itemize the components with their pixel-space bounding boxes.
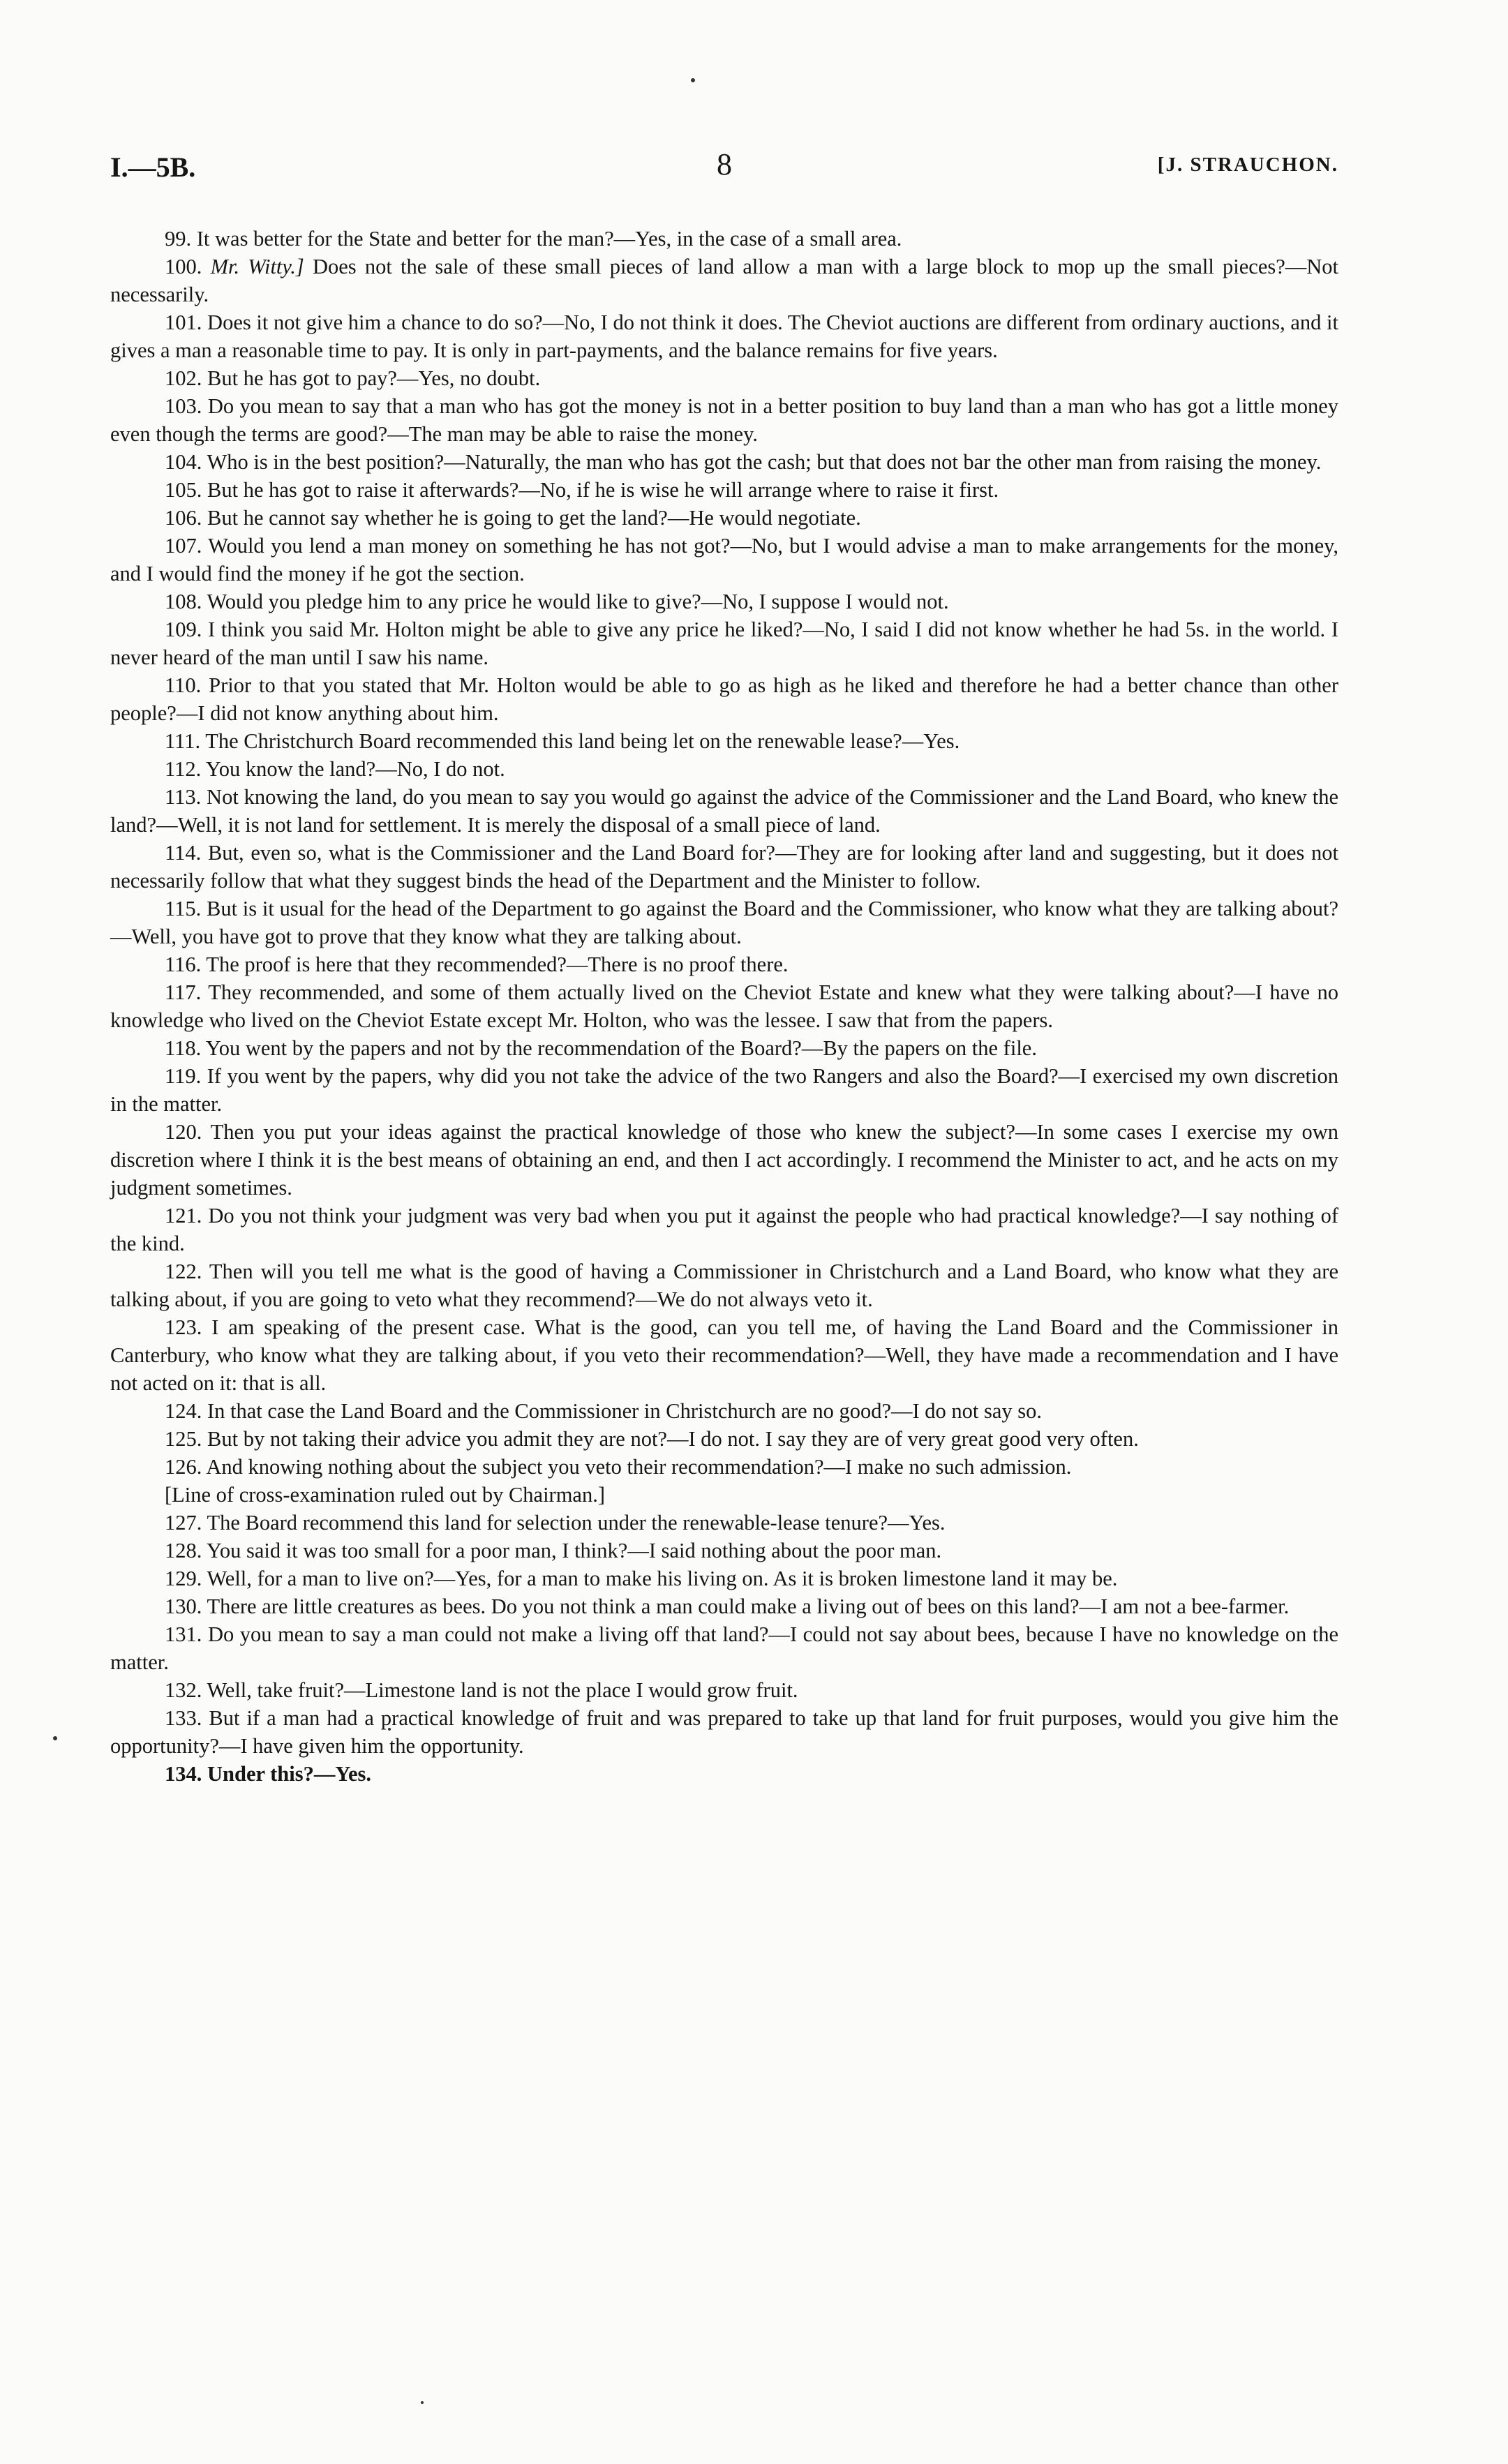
question-text: Not knowing the land, do you mean to say you would go against the advice of the Commissioner and the Land Board, who knew the land? (110, 785, 1338, 837)
answer-text: —Yes. (888, 1511, 946, 1535)
question-number: 134. (165, 1762, 202, 1786)
question-text: There are little creatures as bees. Do you not think a man could make a living out of bees on this land? (207, 1595, 1080, 1618)
question-number: 118. (165, 1036, 202, 1060)
question-text: But if a man had a practical knowledge of fruit and was prepared to take up that land for fruit purposes, would you give him the opportunity? (110, 1706, 1338, 1758)
answer-text: —I could not say about bees, because I have no knowledge on the matter. (110, 1622, 1339, 1674)
question-number: 101. (165, 311, 202, 334)
question-number: 126. (165, 1455, 202, 1479)
answer-text: —Yes, in the case of a small area. (613, 227, 902, 251)
question-number: 123. (165, 1315, 202, 1339)
question-answer (110, 588, 1338, 615)
question-number: 125. (165, 1427, 202, 1451)
question-answer (110, 1509, 1338, 1537)
answer-text: —Not necessarily. (110, 255, 1339, 306)
answer-text: —Yes. (313, 1762, 372, 1786)
question-answer (110, 1257, 1338, 1313)
question-answer (110, 392, 1338, 448)
question-number: 133. (165, 1706, 202, 1730)
question-text: The Board recommend this land for selection under the renewable-lease tenure? (207, 1511, 888, 1535)
question-answer (110, 1760, 1338, 1788)
answer-text: —No, I suppose I would not. (701, 590, 949, 613)
question-number: 131. (165, 1622, 202, 1646)
witness-name: [J. STRAUCHON. (1157, 154, 1338, 176)
question-answer (110, 504, 1338, 532)
question-number: 132. (165, 1678, 202, 1702)
scan-speck (691, 78, 695, 82)
question-number: 127. (165, 1511, 202, 1535)
question-answer (110, 1537, 1338, 1565)
question-answer (110, 1062, 1338, 1118)
page-number: 8 (717, 147, 732, 181)
question-number: 122. (165, 1260, 202, 1283)
question-answer (110, 727, 1338, 755)
question-number: 110. (165, 673, 202, 697)
question-number: 111. (165, 729, 201, 753)
question-number: 108. (165, 590, 202, 613)
question-text: Well, for a man to live on? (207, 1567, 434, 1590)
answer-text: —Limestone land is not the place I would grow fruit. (344, 1678, 798, 1702)
answer-text: —I said nothing about the poor man. (627, 1539, 942, 1562)
question-number: 119. (165, 1064, 202, 1088)
question-text: But he cannot say whether he is going to get the land? (207, 506, 668, 530)
question-answer (110, 671, 1338, 727)
question-answer (110, 1202, 1338, 1257)
question-text: The proof is here that they recommended? (206, 953, 567, 976)
answer-text: —I have given him the opportunity. (218, 1734, 524, 1758)
question-number: 113. (165, 785, 202, 809)
question-number: 130. (165, 1595, 202, 1618)
question-answer (110, 1313, 1338, 1397)
question-text: You know the land? (205, 757, 376, 781)
question-text: Who is in the best position? (207, 450, 445, 474)
question-text: Does it not give him a chance to do so? (207, 311, 543, 334)
question-answer (110, 1034, 1338, 1062)
question-number: 112. (165, 757, 202, 781)
answer-text: —I have no knowledge who lived on the Cheviot Estate except Mr. Holton, who was the lessee. I saw that from the papers. (110, 980, 1338, 1032)
question-text: I think you said Mr. Holton might be able to give any price he liked? (208, 618, 803, 641)
question-text: If you went by the papers, why did you not take the advice of the two Rangers and also the Board? (207, 1064, 1059, 1088)
answer-text: —In some cases I exercise my own discretion where I think it is the best means of obtaining an end, and then I act accordingly. I recommend the Minister to act, and he acts on my judgment sometimes. (110, 1120, 1338, 1200)
testimony-body (110, 225, 1338, 1788)
question-answer (110, 839, 1338, 895)
question-text: Well, take fruit? (207, 1678, 345, 1702)
question-number: 114. (165, 841, 202, 865)
question-text: Then will you tell me what is the good of having a Commissioner in Christchurch and a Land Board, who know what they are talking about, if you are going to veto what they recommend? (110, 1260, 1338, 1311)
question-text: Would you lend a man money on something he has not got? (208, 534, 731, 558)
question-number: 99. (165, 227, 192, 251)
answer-text: —I say nothing of the kind. (110, 1204, 1339, 1255)
question-answer (110, 1453, 1338, 1481)
question-number: 121. (165, 1204, 202, 1227)
question-number: 115. (165, 897, 202, 920)
answer-text: —I did not know anything about him. (176, 701, 499, 725)
question-answer (110, 532, 1338, 588)
answer-text: —No, I do not think it does. The Cheviot auctions are different from ordinary auctions, and it gives a man a reasonable time to pay. It is only in part-payments, and the balance remains for five years. (110, 311, 1339, 362)
question-answer (110, 1620, 1338, 1676)
answer-text: —Well, they have made a recommendation and I have not acted on it: that is all. (110, 1343, 1338, 1395)
question-number: 105. (165, 478, 202, 502)
question-text: The Christchurch Board recommended this land being let on the renewable lease? (205, 729, 902, 753)
answer-text: —Well, it is not land for settlement. It is merely the disposal of a small piece of land. (156, 813, 881, 837)
question-answer (110, 950, 1338, 978)
question-text: They recommended, and some of them actually lived on the Cheviot Estate and knew what they were talking about? (208, 980, 1234, 1004)
question-answer (110, 1592, 1338, 1620)
question-text: Do you mean to say that a man who has got the money is not in a better position to buy land than a man who has got a little money even though the terms are good? (110, 394, 1339, 446)
answer-text: —They are for looking after land and suggesting, but it does not necessarily follow that what they suggest binds the head of the Department and the Minister to follow. (110, 841, 1338, 893)
answer-text: —No, but I would advise a man to make arrangements for the money, and I would find the money if he got the section. (110, 534, 1339, 585)
answer-text: —There is no proof there. (566, 953, 789, 976)
answer-text: —No, I said I did not know whether he had 5s. in the world. I never heard of the man until I saw his name. (110, 618, 1338, 669)
question-number: 128. (165, 1539, 202, 1562)
question-answer (110, 1565, 1338, 1592)
answer-text: —No, if he is wise he will arrange where to raise it first. (518, 478, 999, 502)
answer-text: —I do not say so. (890, 1399, 1043, 1423)
question-text: And knowing nothing about the subject you veto their recommendation? (206, 1455, 824, 1479)
question-number: 109. (165, 618, 202, 641)
question-text: It was better for the State and better for the man? (196, 227, 614, 251)
question-text: But he has got to pay? (207, 366, 397, 390)
question-answer (110, 364, 1338, 392)
question-text: Do you mean to say a man could not make a living off that land? (207, 1622, 769, 1646)
question-text: Then you put your ideas against the practical knowledge of those who knew the subject? (210, 1120, 1015, 1144)
question-answer (110, 978, 1338, 1034)
chairman-note: [Line of cross-examination ruled out by Chairman.] (165, 1483, 605, 1507)
answer-text: —Naturally, the man who has got the cash; but that does not bar the other man from raising the money. (444, 450, 1322, 474)
question-number: 120. (165, 1120, 202, 1144)
question-text: But by not taking their advice you admit they are not? (207, 1427, 667, 1451)
question-number: 104. (165, 450, 202, 474)
answer-text: —He would negotiate. (667, 506, 861, 530)
question-number: 129. (165, 1567, 202, 1590)
scan-speck (53, 1736, 57, 1740)
question-text: Does not the sale of these small pieces of land allow a man with a large block to mop up the small pieces? (312, 255, 1285, 278)
answer-text: —Yes. (902, 729, 960, 753)
answer-text: —I do not. I say they are of very great good very often. (666, 1427, 1139, 1451)
question-answer (110, 895, 1338, 950)
question-answer (110, 1425, 1338, 1453)
question-text: Prior to that you stated that Mr. Holton would be able to go as high as he liked and therefore he had a better chance than other people? (110, 673, 1338, 725)
scan-speck (421, 2401, 424, 2404)
answer-text: —We do not always veto it. (635, 1287, 873, 1311)
question-text: In that case the Land Board and the Commissioner in Christchurch are no good? (207, 1399, 891, 1423)
question-answer (110, 308, 1338, 364)
question-number: 124. (165, 1399, 202, 1423)
answer-text: —By the papers on the file. (801, 1036, 1037, 1060)
question-answer (110, 783, 1338, 839)
question-answer (110, 1397, 1338, 1425)
question-number: 103. (165, 394, 202, 418)
answer-text: —I make no such admission. (823, 1455, 1072, 1479)
question-answer (110, 253, 1338, 308)
question-answer (110, 1676, 1338, 1704)
answer-text: —The man may be able to raise the money. (387, 422, 758, 446)
answer-text: —Yes, for a man to make his living on. As it is broken limestone land it may be. (433, 1567, 1118, 1590)
question-text: I am speaking of the present case. What is the good, can you tell me, of having the Land Board and the Commissioner in Canterbury, who know what they are talking about, if you veto their recommendation? (110, 1315, 1338, 1367)
question-number: 102. (165, 366, 202, 390)
question-number: 107. (165, 534, 202, 558)
question-text: You went by the papers and not by the recommendation of the Board? (205, 1036, 802, 1060)
question-answer (110, 1118, 1338, 1202)
question-text: Do you not think your judgment was very bad when you put it against the people who had practical knowledge? (208, 1204, 1181, 1227)
question-number: 100. (165, 255, 202, 278)
question-number: 117. (165, 980, 202, 1004)
question-answer (110, 448, 1338, 476)
question-text: But is it usual for the head of the Department to go against the Board and the Commissioner, who know what they are talking about? (207, 897, 1339, 920)
question-text: Under this? (207, 1762, 314, 1786)
answer-text: —I am not a bee-farmer. (1079, 1595, 1290, 1618)
question-number: 106. (165, 506, 202, 530)
question-answer (110, 225, 1338, 253)
question-answer (110, 476, 1338, 504)
answer-text: —Yes, no doubt. (396, 366, 541, 390)
question-answer (110, 1704, 1338, 1760)
question-number: 116. (165, 953, 202, 976)
answer-text: —Well, you have got to prove that they know what they are talking about. (110, 925, 742, 948)
speaker-name: Mr. Witty.] (210, 255, 304, 278)
answer-text: —I exercised my own discretion in the matter. (110, 1064, 1338, 1116)
question-answer (110, 615, 1338, 671)
question-text: Would you pledge him to any price he would like to give? (207, 590, 701, 613)
report-reference: I.—5B. (110, 151, 196, 183)
question-text: But he has got to raise it afterwards? (207, 478, 519, 502)
answer-text: —No, I do not. (375, 757, 505, 781)
question-text: But, even so, what is the Commissioner and the Land Board for? (207, 841, 775, 865)
question-answer (110, 755, 1338, 783)
question-text: You said it was too small for a poor man, I think? (206, 1539, 628, 1562)
page-header (110, 147, 1338, 193)
